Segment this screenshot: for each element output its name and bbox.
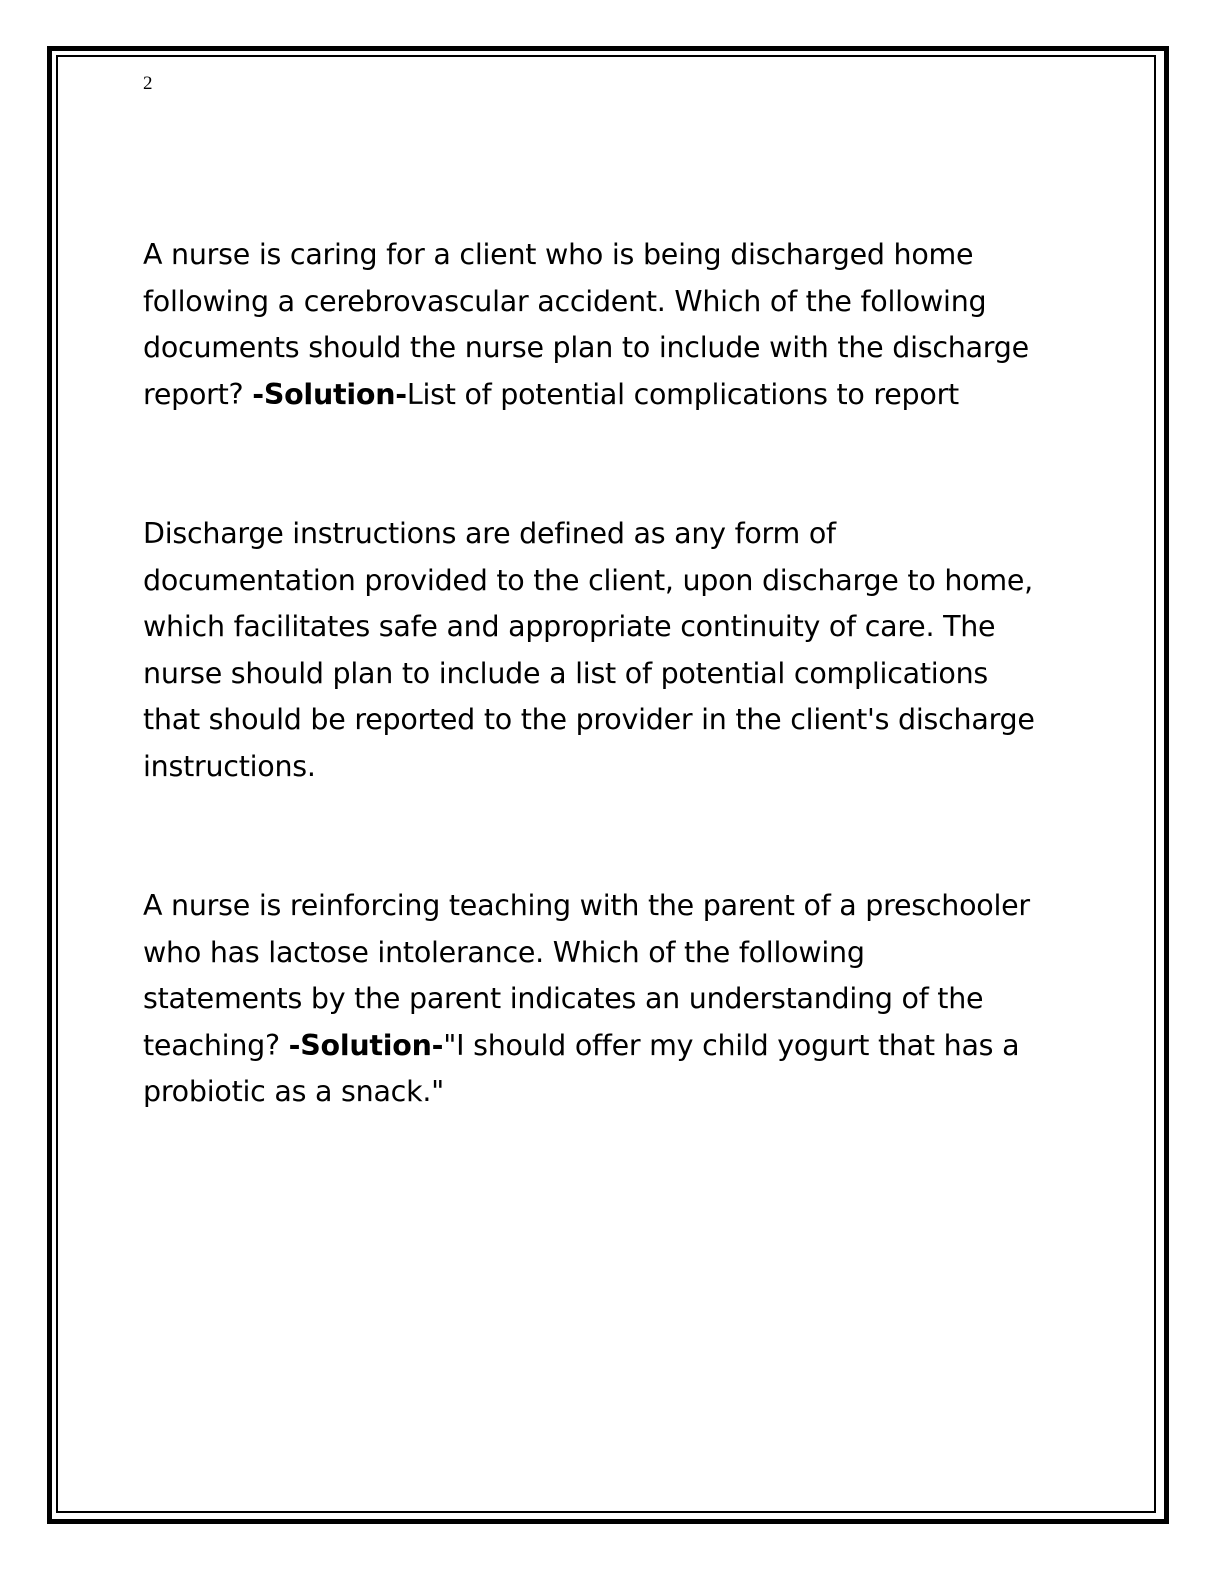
text-line: probiotic as a snack."	[143, 1075, 445, 1108]
solution-answer: "I should offer my child yogurt that has a	[443, 1028, 1020, 1062]
document-body	[143, 232, 1103, 1116]
question-block-2	[143, 883, 1103, 1116]
text-line: A nurse is caring for a client who is being discharged home	[143, 238, 974, 271]
paragraph-gap	[143, 790, 1103, 883]
text-line: documents should the nurse plan to include with the discharge	[143, 331, 1029, 364]
text-line: following a cerebrovascular accident. Which of the following	[143, 284, 987, 318]
text-line: Discharge instructions are defined as any form of	[143, 517, 836, 550]
page-number: 2	[143, 73, 153, 94]
text-line: statements by the parent indicates an understanding of the	[143, 982, 984, 1015]
question-block-1	[143, 232, 1103, 418]
text-line: who has lactose intolerance. Which of the following	[143, 935, 865, 969]
text-line: A nurse is reinforcing teaching with the parent of a preschooler	[143, 889, 1030, 922]
text-line: instructions.	[143, 749, 316, 783]
text-line: documentation provided to the client, upon discharge to home,	[143, 563, 1033, 597]
text-line	[143, 1023, 1103, 1070]
text-line: nurse should plan to include a list of potential complications	[143, 656, 989, 690]
solution-answer: List of potential complications to report	[406, 377, 959, 411]
solution-label: -Solution-	[288, 1028, 444, 1062]
question-tail: report?	[143, 377, 253, 411]
text-line: which facilitates safe and appropriate continuity of care. The	[143, 610, 996, 643]
solution-label: -Solution-	[252, 377, 407, 411]
text-line: that should be reported to the provider in the client's discharge	[143, 703, 1035, 736]
paragraph-gap	[143, 418, 1103, 511]
question-tail: teaching?	[143, 1028, 289, 1062]
text-line	[143, 372, 1103, 419]
explanation-block	[143, 511, 1103, 790]
